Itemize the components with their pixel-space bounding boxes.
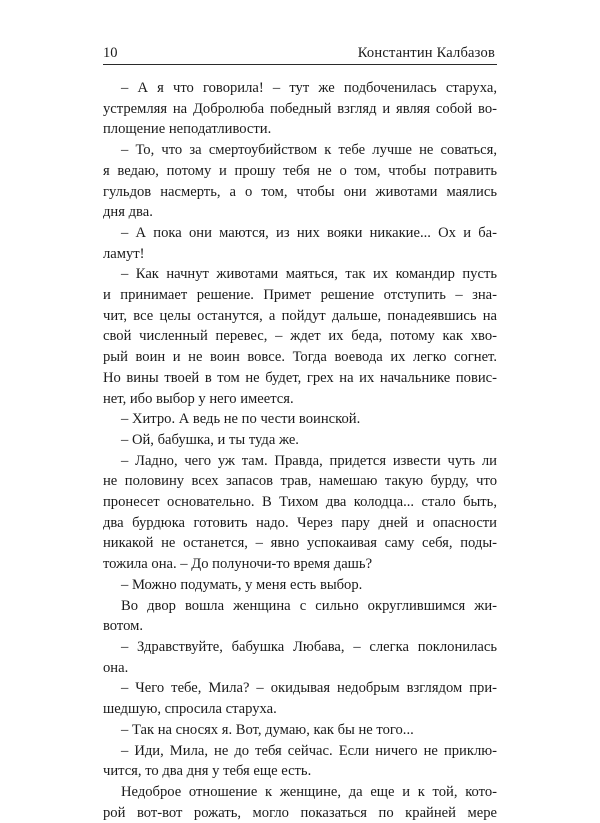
paragraph [103,596,497,637]
paragraph [103,575,497,596]
body-text [103,78,497,823]
text-line: Но вины твоей в том не будет, грех на их начальнике повис- [103,369,497,386]
text-line: пронесет основательно. В Тихом два колодца... стало быть, [103,494,497,511]
text-line: она. [103,659,129,676]
text-line: я ведаю, потому и прошу тебя не о том, чтобы потравить [103,162,497,179]
paragraph [103,720,497,741]
text-line: устремляя на Добролюба победный взгляд и являя собой во- [103,100,497,117]
paragraph [103,78,497,140]
running-head [103,42,497,65]
text-line: свой численный перевес, – ждет их беда, потому как хво- [103,328,497,345]
text-line: ламут! [103,245,145,262]
paragraph [103,782,497,823]
text-line: гульдов насмерть, а о том, чтобы они животами маялись [103,183,497,200]
text-line: – Так на сносях я. Вот, думаю, как бы не того... [121,721,414,738]
paragraph [103,430,497,451]
text-line: – Здравствуйте, бабушка Любава, – слегка поклонилась [121,638,497,655]
text-line: чит, все целы останутся, а пойдут дальше, понадеявшись на [103,307,497,324]
text-line: Недоброе отношение к женщине, да еще и к той, кото- [121,783,497,800]
text-line: – А я что говорила! – тут же подбоченилась старуха, [121,80,497,96]
paragraph [103,637,497,678]
text-line: шедшую, спросила старуха. [103,701,277,718]
text-line: тожила она. – До полуночи-то время дашь? [103,556,373,573]
text-line: – Ой, бабушка, и ты туда же. [121,431,299,448]
text-line: никакой не останется, – явно успокаивая саму себя, поды- [103,535,497,552]
text-line: – То, что за смертоубийством к тебе лучше не соваться, [121,142,497,159]
text-line: – Как начнут животами маяться, так их командир пусть [121,266,497,283]
paragraph [103,678,497,719]
text-line: вотом. [103,618,143,635]
text-line: – Можно подумать, у меня есть выбор. [121,576,363,593]
text-line: два бурдюка готовить надо. Через пару дней и опасности [103,514,497,531]
text-line: чится, то два дня у тебя еще есть. [103,763,312,780]
paragraph [103,451,497,575]
text-line: – Хитро. А ведь не по чести воинской. [121,411,361,428]
text-line: – Чего тебе, Мила? – окидывая недобрым взглядом при- [121,680,497,697]
paragraph [103,409,497,430]
text-line: – А пока они маются, из них вояки никакие... Ох и ба- [121,224,497,241]
paragraph [103,140,497,223]
text-line: дня два. [103,204,153,221]
text-line: – Иди, Мила, не до тебя сейчас. Если ничего не приклю- [121,742,497,759]
page-number: 10 [103,45,118,61]
paragraph [103,223,497,264]
text-line: и принимает решение. Примет решение отступить – зна- [103,287,497,304]
running-title-author: Константин Калбазов [357,45,495,61]
text-line: не половину всех запасов трав, намешаю такую бурду, что [103,473,497,490]
text-line: нет, ибо выбор у него имеется. [103,390,294,407]
text-line: рый воин и не воин вовсе. Тогда воевода их легко согнет. [103,349,497,366]
text-line: Во двор вошла женщина с сильно округлившимся жи- [121,597,497,614]
paragraph [103,741,497,782]
paragraph [103,264,497,409]
text-line: площение неподатливости. [103,121,272,138]
text-line: – Ладно, чего уж там. Правда, придется извести чуть ли [121,452,497,469]
text-line: рой вот-вот рожать, могло показаться по крайней мере [103,804,497,821]
